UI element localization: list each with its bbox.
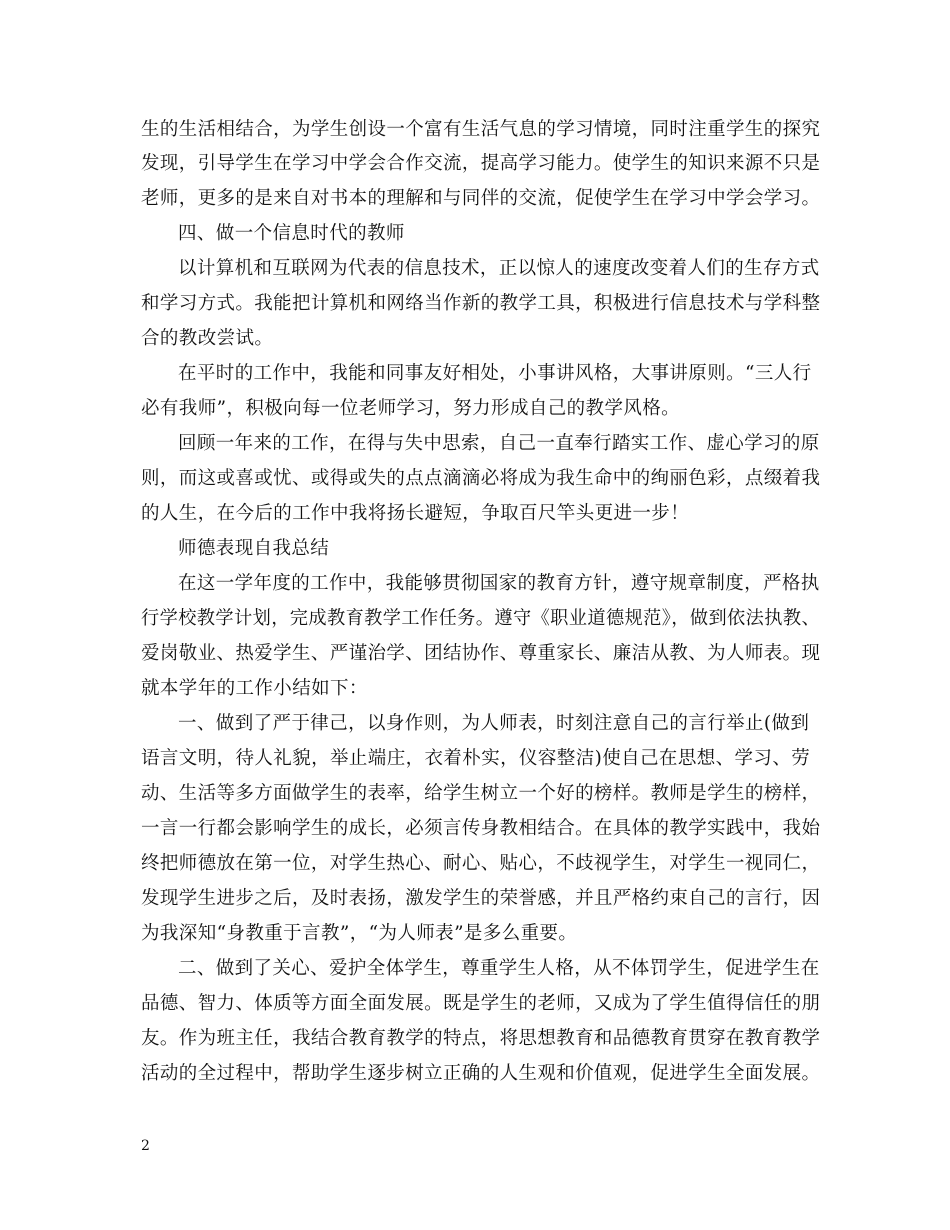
text-line: 在平时的工作中，我能和同事友好相处，小事讲风格，大事讲原则。“三人行: [178, 363, 812, 384]
text-line: 生的生活相结合，为学生创设一个富有生活气息的学习情境，同时注重学生的探究: [141, 119, 821, 140]
text-line: 发现学生进步之后，及时表扬，激发学生的荣誉感，并且严格约束自己的言行，因: [141, 888, 821, 909]
text-line: 在这一学年度的工作中，我能够贯彻国家的教育方针，遵守规章制度，严格执: [178, 573, 820, 594]
text-line: 二、做到了关心、爱护全体学生，尊重学生人格，从不体罚学生，促进学生在: [178, 958, 820, 979]
text-line: 以计算机和互联网为代表的信息技术，正以惊人的速度改变着人们的生存方式: [178, 258, 820, 279]
page-number: 2: [141, 1138, 150, 1154]
text-line: 友。作为班主任，我结合教育教学的特点，将思想教育和品德教育贯穿在教育教学: [141, 1028, 821, 1049]
text-line: 和学习方式。我能把计算机和网络当作新的教学工具，积极进行信息技术与学科整: [141, 293, 821, 314]
text-line: 为我深知“身教重于言教”，“为人师表”是多么重要。: [141, 923, 578, 944]
text-line: 一、做到了严于律己，以身作则，为人师表，时刻注意自己的言行举止(做到: [178, 713, 810, 734]
text-line: 语言文明，待人礼貌，举止端庄，衣着朴实，仪容整洁)使自己在思想、学习、劳: [141, 748, 811, 769]
text-line: 行学校教学计划，完成教育教学工作任务。遵守《职业道德规范》，做到依法执教、: [141, 608, 821, 629]
section-title: 师德表现自我总结: [178, 538, 330, 559]
text-line: 终把师德放在第一位，对学生热心、耐心、贴心，不歧视学生，对学生一视同仁，: [141, 853, 821, 874]
text-line: 合的教改尝试。: [141, 328, 274, 349]
text-line: 就本学年的工作小结如下：: [141, 678, 368, 699]
text-line: 发现，引导学生在学习中学会合作交流，提高学习能力。使学生的知识来源不只是: [141, 153, 821, 174]
text-line: 回顾一年来的工作，在得与失中思索，自己一直奉行踏实工作、虚心学习的原: [178, 433, 820, 454]
section-heading: 四、做一个信息时代的教师: [178, 223, 405, 244]
text-line: 则，而这或喜或忧、或得或失的点点滴滴必将成为我生命中的绚丽色彩，点缀着我: [141, 468, 821, 489]
text-line: 品德、智力、体质等方面全面发展。既是学生的老师，又成为了学生值得信任的朋: [141, 993, 821, 1014]
text-line: 动、生活等多方面做学生的表率，给学生树立一个好的榜样。教师是学生的榜样，: [141, 783, 821, 804]
text-line: 爱岗敬业、热爱学生、严谨治学、团结协作、尊重家长、廉洁从教、为人师表。现: [141, 643, 821, 664]
text-line: 必有我师”，积极向每一位老师学习，努力形成自己的教学风格。: [141, 398, 681, 419]
text-line: 一言一行都会影响学生的成长，必须言传身教相结合。在具体的教学实践中，我始: [141, 818, 821, 839]
text-line: 活动的全过程中，帮助学生逐步树立正确的人生观和价值观，促进学生全面发展。: [141, 1063, 821, 1084]
text-line: 老师，更多的是来自对书本的理解和与同伴的交流，促使学生在学习中学会学习。: [141, 188, 821, 209]
text-line: 的人生，在今后的工作中我将扬长避短，争取百尺竿头更进一步！: [141, 503, 690, 524]
